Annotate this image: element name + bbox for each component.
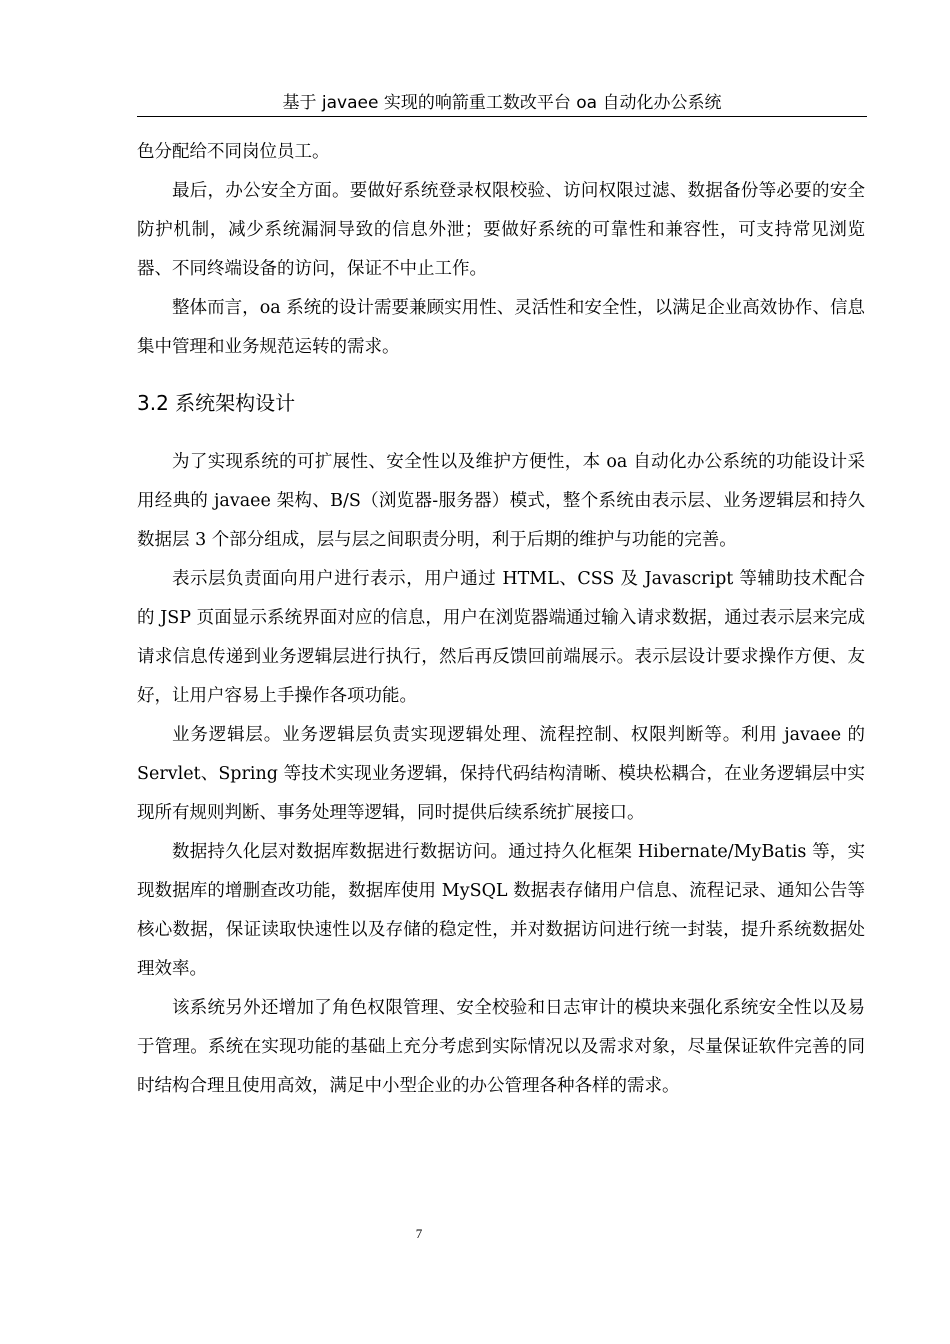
document-body [137,133,865,1106]
section-heading: 3.2 系统架构设计 [137,391,296,415]
paragraph-architecture: 为了实现系统的可扩展性、安全性以及维护方便性，本 oa 自动化办公系统的功能设计采用经典的 javaee 架构、B/S（浏览器-服务器）模式，整个系统由表示层、业务逻辑层和持久数据层 3 个部分组成，层与层之间职责分明，利于后期的维护与功能的完善。 [137,452,865,550]
paragraph-security: 最后，办公安全方面。要做好系统登录权限校验、访问权限过滤、数据备份等必要的安全防护机制，减少系统漏洞导致的信息外泄；要做好系统的可靠性和兼容性，可支持常见浏览器、不同终端设备的访问，保证不中止工作。 [137,181,865,279]
paragraph-persistence-layer: 数据持久化层对数据库数据进行数据访问。通过持久化框架 Hibernate/MyBatis 等，实现数据库的增删查改功能，数据库使用 MySQL 数据表存储用户信息、流程记录、通知公告等核心数据，保证读取快速性以及存储的稳定性，并对数据访问进行统一封装，提升系统数据处理效率。 [137,842,865,979]
paragraph-additional-modules: 该系统另外还增加了角色权限管理、安全校验和日志审计的模块来强化系统安全性以及易于管理。系统在实现功能的基础上充分考虑到实际情况以及需求对象，尽量保证软件完善的同时结构合理且使用高效，满足中小型企业的办公管理各种各样的需求。 [137,998,865,1096]
page-number: 7 [415,1226,423,1241]
paragraph-business-layer: 业务逻辑层。业务逻辑层负责实现逻辑处理、流程控制、权限判断等。利用 javaee 的 Servlet、Spring 等技术实现业务逻辑，保持代码结构清晰、模块松耦合，在业务逻辑层中实现所有规则判断、事务处理等逻辑，同时提供后续系统扩展接口。 [137,725,865,823]
paragraph-continued: 色分配给不同岗位员工。 [137,142,330,162]
paragraph-overall: 整体而言，oa 系统的设计需要兼顾实用性、灵活性和安全性，以满足企业高效协作、信息集中管理和业务规范运转的需求。 [137,298,865,357]
paragraph-presentation-layer: 表示层负责面向用户进行表示，用户通过 HTML、CSS 及 Javascript 等辅助技术配合的 JSP 页面显示系统界面对应的信息，用户在浏览器端通过输入请求数据，通过表示层来完成请求信息传递到业务逻辑层进行执行，然后再反馈回前端展示。表示层设计要求操作方便、友好，让用户容易上手操作各项功能。 [137,569,865,706]
running-header: 基于 javaee 实现的响箭重工数改平台 oa 自动化办公系统 [137,90,867,117]
